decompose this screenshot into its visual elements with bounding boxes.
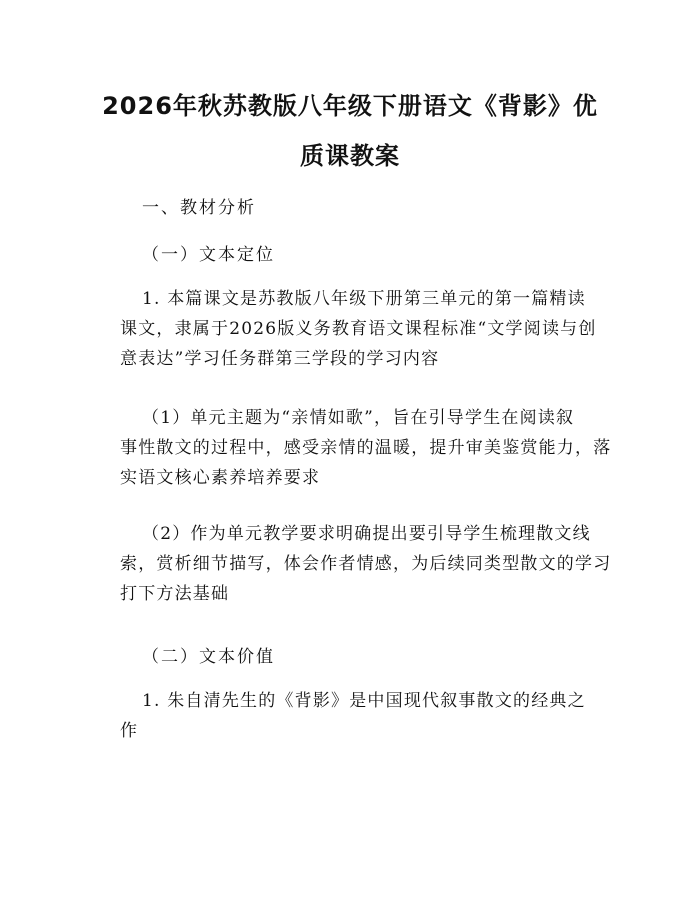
- paragraph-text-positioning: [120, 284, 600, 374]
- paragraph-line: 课文，隶属于2026版义务教育语文课程标准“文学阅读与创: [120, 319, 597, 339]
- paragraph-teaching-requirements: [120, 519, 612, 609]
- document-title-line-1: 2026年秋苏教版八年级下册语文《背影》优: [102, 92, 598, 120]
- paragraph-line: 事性散文的过程中，感受亲情的温暖，提升审美鉴赏能力，落: [120, 438, 612, 458]
- subsection-heading-text-value: （二）文本价值: [142, 647, 275, 667]
- document-title-line-2: 质课教案: [300, 142, 400, 170]
- paragraph-line: 1. 朱自清先生的《背影》是中国现代叙事散文的经典之: [142, 691, 586, 711]
- paragraph-line: 实语文核心素养培养要求: [120, 468, 321, 488]
- paragraph-line: 索，赏析细节描写，体会作者情感，为后续同类型散文的学习: [120, 554, 612, 574]
- paragraph-line: 打下方法基础: [120, 584, 230, 604]
- paragraph-line: 作: [120, 721, 139, 741]
- paragraph-line: （2）作为单元教学要求明确提出要引导学生梳理散文线: [142, 524, 591, 544]
- paragraph-line: 意表达”学习任务群第三学段的学习内容: [120, 349, 440, 369]
- paragraph-line: （1）单元主题为“亲情如歌”，旨在引导学生在阅读叙: [142, 408, 575, 428]
- subsection-heading-text-positioning: （一）文本定位: [142, 245, 275, 265]
- paragraph-line: 1. 本篇课文是苏教版八年级下册第三单元的第一篇精读: [142, 289, 586, 309]
- paragraph-text-value: [120, 686, 600, 746]
- paragraph-unit-theme: [120, 403, 612, 493]
- section-heading-textbook-analysis: 一、教材分析: [142, 198, 256, 218]
